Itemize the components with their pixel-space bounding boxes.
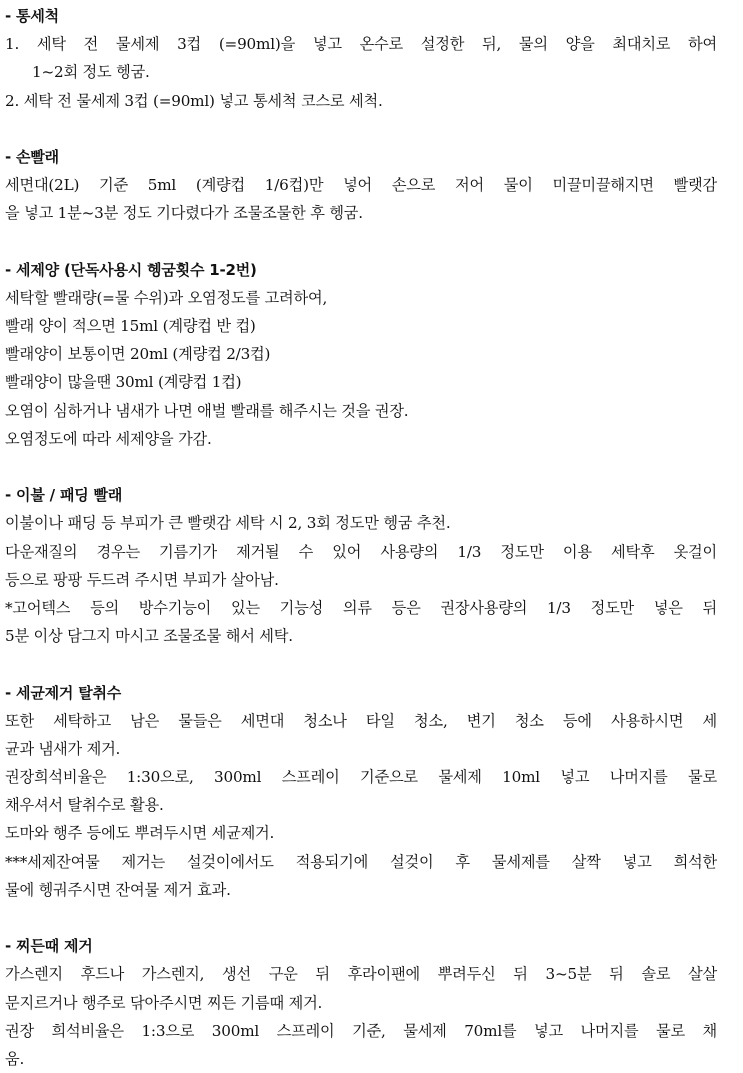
section-heading: - 세제양 (단독사용시 헹굼횟수 1-2번): [5, 260, 257, 279]
section: [5, 2, 717, 115]
paragraph-line: 이불이나 패딩 등 부피가 큰 빨랫감 세탁 시 2, 3회 정도만 헹굼 추천.: [5, 514, 451, 533]
paragraph-line: 또한 세탁하고 남은 물들은 세면대 청소나 타일 청소, 변기 청소 등에 사용하시면 세: [5, 711, 717, 730]
section-spacer: [5, 115, 717, 143]
paragraph-line: 빨래 양이 적으면 15ml (계량컵 반 컵): [5, 317, 256, 336]
paragraph-line: 빨래양이 보통이면 20ml (계량컵 2/3컵): [5, 345, 271, 364]
paragraph-line: 5분 이상 담그지 마시고 조물조물 해서 세탁.: [5, 627, 293, 646]
document-body: [5, 2, 717, 1073]
section: [5, 256, 717, 453]
paragraph-line: ***세제잔여물 제거는 설겆이에서도 적용되기에 설겆이 후 물세제를 살짝 넣고 희석한: [5, 852, 717, 871]
paragraph-line: 세면대(2L) 기준 5ml (계량컵 1/6컵)만 넣어 손으로 저어 물이 미끌미끌해지면 빨랫감: [5, 176, 717, 195]
paragraph-line: 2. 세탁 전 물세제 3컵 (=90ml) 넣고 통세척 코스로 세척.: [5, 91, 383, 110]
paragraph-line: 가스렌지 후드나 가스렌지, 생선 구운 뒤 후라이팬에 뿌려두신 뒤 3~5분 뒤 솔로 살살: [5, 965, 717, 984]
paragraph-line: 오염이 심하거나 냄새가 나면 애벌 빨래를 해주시는 것을 권장.: [5, 401, 409, 420]
paragraph-line: 오염정도에 따라 세제양을 가감.: [5, 429, 212, 448]
paragraph-line: 다운재질의 경우는 기름기가 제거될 수 있어 사용량의 1/3 정도만 이용 세탁후 옷걸이: [5, 542, 717, 561]
section: [5, 143, 717, 228]
section: [5, 679, 717, 905]
section-heading: - 통세척: [5, 7, 59, 25]
paragraph-line: 세탁할 빨래량(=물 수위)과 오염정도를 고려하여,: [5, 288, 328, 307]
section-heading: - 찌든때 제거: [5, 937, 93, 956]
section: [5, 932, 717, 1073]
paragraph-line: 채우셔서 탈취수로 활용.: [5, 796, 164, 815]
paragraph-line: 권장 희석비율은 1:3으로 300ml 스프레이 기준, 물세제 70ml를 넣고 나머지를 물로 채: [5, 1021, 717, 1040]
paragraph-line: 을 넣고 1분~3분 정도 기다렸다가 조물조물한 후 헹굼.: [5, 204, 363, 223]
section-spacer: [5, 228, 717, 256]
paragraph-line: 1~2회 정도 헹굼.: [32, 63, 150, 82]
paragraph-line: 균과 냄새가 제거.: [5, 739, 121, 758]
section-spacer: [5, 904, 717, 932]
paragraph-line: 권장희석비율은 1:30으로, 300ml 스프레이 기준으로 물세제 10ml 넣고 나머지를 물로: [5, 768, 717, 787]
section-heading: - 세균제거 탈취수: [5, 683, 122, 702]
paragraph-line: 1. 세탁 전 물세제 3컵 (=90ml)을 넣고 온수로 설정한 뒤, 물의 양을 최대치로 하여: [5, 35, 717, 54]
section-spacer: [5, 650, 717, 678]
paragraph-line: 등으로 팡팡 두드려 주시면 부피가 살아남.: [5, 570, 279, 589]
section: [5, 481, 717, 650]
paragraph-line: 움.: [5, 1049, 25, 1068]
paragraph-line: 물에 헹궈주시면 잔여물 제거 효과.: [5, 880, 231, 899]
section-heading: - 이불 / 패딩 빨래: [5, 486, 123, 505]
paragraph-line: *고어텍스 등의 방수기능이 있는 기능성 의류 등은 권장사용량의 1/3 정도만 넣은 뒤: [5, 598, 717, 617]
paragraph-line: 도마와 행주 등에도 뿌려두시면 세균제거.: [5, 824, 275, 843]
section-heading: - 손빨래: [5, 147, 59, 166]
section-spacer: [5, 453, 717, 481]
paragraph-line: 빨래양이 많을땐 30ml (계량컵 1컵): [5, 373, 242, 392]
paragraph-line: 문지르거나 행주로 닦아주시면 찌든 기름때 제거.: [5, 993, 323, 1012]
